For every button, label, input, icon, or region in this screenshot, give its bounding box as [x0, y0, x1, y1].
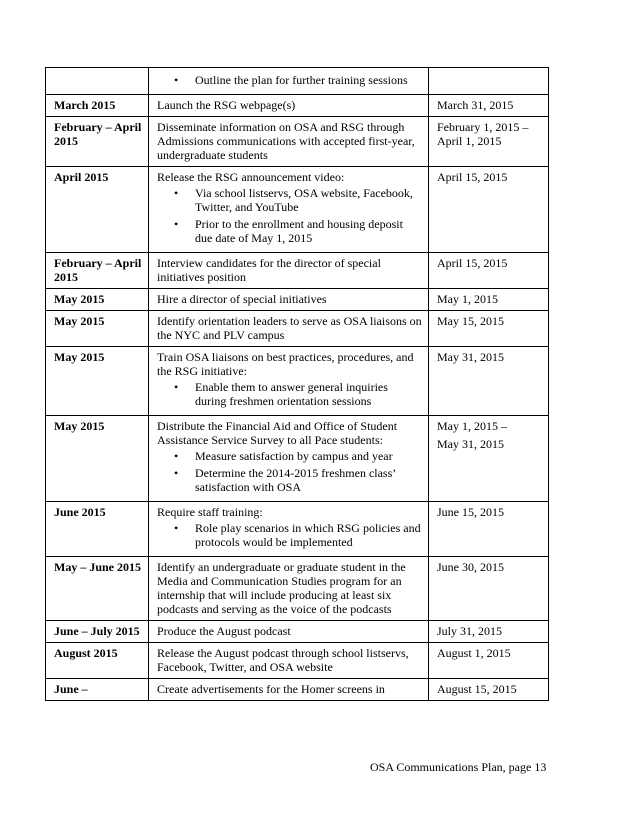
action-cell: [149, 347, 429, 416]
table-row: [46, 167, 549, 253]
month-cell: May – June 2015: [46, 557, 149, 621]
month-cell: May 2015: [46, 416, 149, 502]
date-cell: [429, 117, 549, 167]
table-row: [46, 311, 549, 347]
bullet-item: • Via school listservs, OSA website, Facebook, Twitter, and YouTube: [157, 186, 422, 214]
bullet-list: [157, 449, 422, 494]
date-cell: [429, 311, 549, 347]
month-cell: August 2015: [46, 643, 149, 679]
action-text: Train OSA liaisons on best practices, procedures, and the RSG initiative:: [157, 350, 414, 378]
action-text: Launch the RSG webpage(s): [157, 98, 296, 112]
table-row: [46, 289, 549, 311]
date-text: July 31, 2015: [437, 624, 503, 638]
date-cell: [429, 95, 549, 117]
table-row: [46, 117, 549, 167]
date-cell: [429, 557, 549, 621]
date-text: June 15, 2015: [437, 505, 504, 519]
month-cell: [46, 68, 149, 95]
action-text: Distribute the Financial Aid and Office of Student Assistance Service Survey to all Pace students:: [157, 419, 398, 447]
date-text: February 1, 2015 – April 1, 2015: [437, 120, 529, 148]
date-cell: [429, 643, 549, 679]
date-cell: [429, 253, 549, 289]
action-text: Create advertisements for the Homer screens in: [157, 682, 385, 696]
bullet-item: • Enable them to answer general inquiries during freshmen orientation sessions: [157, 380, 422, 408]
action-text: Hire a director of special initiatives: [157, 292, 327, 306]
communications-plan-table: [45, 67, 549, 701]
table-row: [46, 347, 549, 416]
table-row: [46, 557, 549, 621]
date-cell: [429, 347, 549, 416]
date-text-end: May 31, 2015: [437, 437, 504, 451]
date-text: March 31, 2015: [437, 98, 514, 112]
month-cell: May 2015: [46, 347, 149, 416]
action-cell: [149, 557, 429, 621]
action-cell: [149, 117, 429, 167]
action-cell: [149, 643, 429, 679]
month-cell: June – July 2015: [46, 621, 149, 643]
month-cell: May 2015: [46, 311, 149, 347]
date-text: May 15, 2015: [437, 314, 504, 328]
page-footer: OSA Communications Plan, page 13: [370, 760, 547, 774]
month-cell: February – April 2015: [46, 253, 149, 289]
month-cell: February – April 2015: [46, 117, 149, 167]
action-text: Release the RSG announcement video:: [157, 170, 345, 184]
month-cell: May 2015: [46, 289, 149, 311]
date-cell: [429, 289, 549, 311]
month-cell: June –: [46, 679, 149, 701]
date-cell: [429, 416, 549, 502]
action-cell: [149, 621, 429, 643]
action-cell: [149, 311, 429, 347]
action-text: Identify an undergraduate or graduate student in the Media and Communication Studies program for an internship that will include producing at least six podcasts and serving as the voice of the podcasts: [157, 560, 406, 616]
bullet-item: • Prior to the enrollment and housing deposit due date of May 1, 2015: [157, 217, 422, 245]
bullet-list: [157, 521, 422, 549]
table-row: [46, 621, 549, 643]
action-text: Produce the August podcast: [157, 624, 291, 638]
bullet-item: • Role play scenarios in which RSG policies and protocols would be implemented: [157, 521, 422, 549]
action-cell: [149, 679, 429, 701]
action-cell: [149, 68, 429, 95]
table-row: [46, 416, 549, 502]
table-row: [46, 68, 549, 95]
action-text: Require staff training:: [157, 505, 263, 519]
bullet-list: [157, 73, 422, 87]
action-text: Release the August podcast through school listservs, Facebook, Twitter, and OSA website: [157, 646, 409, 674]
bullet-item: • Measure satisfaction by campus and year: [157, 449, 422, 463]
bullet-item: • Outline the plan for further training sessions: [157, 73, 422, 87]
action-text: Disseminate information on OSA and RSG through Admissions communications with accepted first-year, undergraduate students: [157, 120, 415, 162]
table-row: [46, 679, 549, 701]
action-cell: [149, 289, 429, 311]
date-cell: [429, 502, 549, 557]
action-cell: [149, 253, 429, 289]
date-cell: [429, 167, 549, 253]
date-text: May 31, 2015: [437, 350, 504, 364]
table-row: [46, 95, 549, 117]
month-cell: March 2015: [46, 95, 149, 117]
date-cell: [429, 68, 549, 95]
month-cell: June 2015: [46, 502, 149, 557]
date-text: August 1, 2015: [437, 646, 511, 660]
date-text: April 15, 2015: [437, 256, 508, 270]
bullet-list: [157, 380, 422, 408]
date-text: May 1, 2015: [437, 292, 498, 306]
action-cell: [149, 416, 429, 502]
action-text: Identify orientation leaders to serve as OSA liaisons on the NYC and PLV campus: [157, 314, 422, 342]
date-text: August 15, 2015: [437, 682, 517, 696]
table-row: [46, 502, 549, 557]
bullet-item: • Determine the 2014-2015 freshmen class’ satisfaction with OSA: [157, 466, 422, 494]
month-cell: April 2015: [46, 167, 149, 253]
action-cell: [149, 95, 429, 117]
action-cell: [149, 502, 429, 557]
date-cell: [429, 621, 549, 643]
date-text: June 30, 2015: [437, 560, 504, 574]
table-row: [46, 643, 549, 679]
date-cell: [429, 679, 549, 701]
date-text: April 15, 2015: [437, 170, 508, 184]
table-row: [46, 253, 549, 289]
action-text: Interview candidates for the director of special initiatives position: [157, 256, 381, 284]
date-text: May 1, 2015 –: [437, 419, 507, 433]
bullet-list: [157, 186, 422, 245]
action-cell: [149, 167, 429, 253]
